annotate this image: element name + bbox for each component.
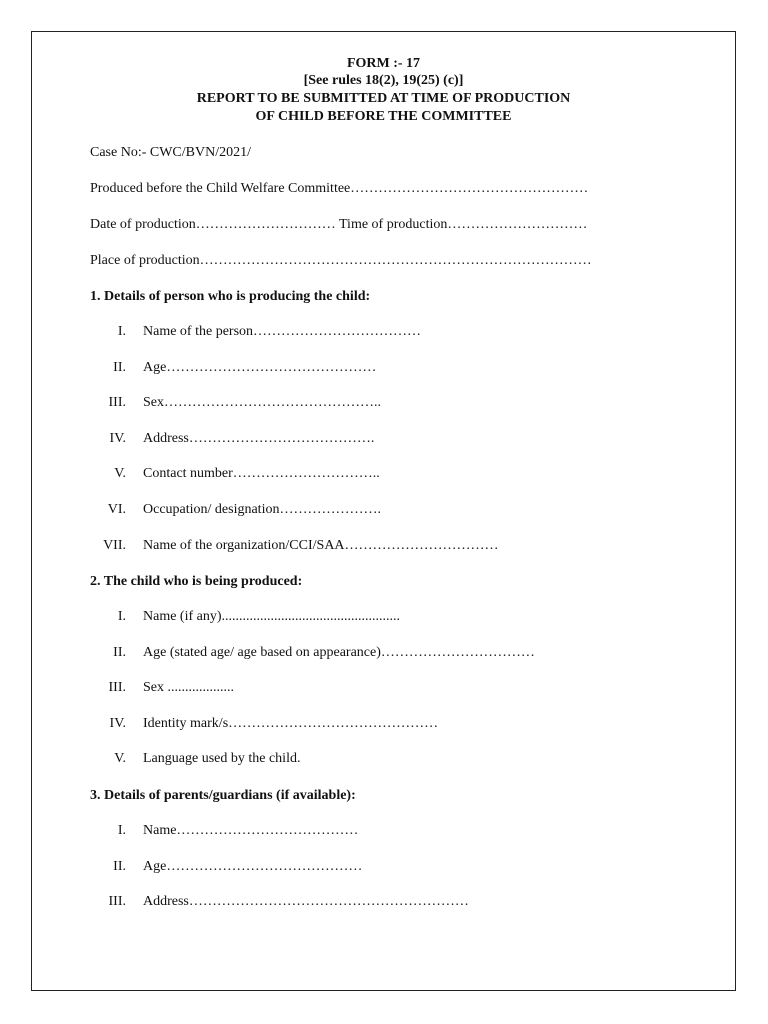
item-number: VI. — [107, 502, 126, 517]
item-number: V. — [114, 466, 126, 481]
item-text: Identity mark/s……………………………………… — [143, 716, 439, 731]
item-text: Occupation/ designation…………………. — [143, 502, 381, 517]
section-1-heading: 1. Details of person who is producing the child: — [90, 289, 371, 304]
item-text: Address…………………………………………………… — [143, 894, 469, 909]
item-number: III. — [108, 395, 126, 410]
item-number: VII. — [103, 538, 126, 553]
item-text: Name………………………………… — [143, 823, 359, 838]
section-2-heading: 2. The child who is being produced: — [90, 574, 303, 589]
item-number: II. — [113, 645, 126, 660]
item-number: I. — [117, 609, 126, 624]
item-number: I. — [117, 823, 126, 838]
item-text: Age (stated age/ age based on appearance)…………………………… — [143, 645, 535, 660]
item-text: Name of the person……………………………… — [143, 324, 422, 339]
report-heading-line-1: REPORT TO BE SUBMITTED AT TIME OF PRODUCTION — [196, 91, 571, 106]
item-text: Sex……………………………………….. — [143, 395, 381, 410]
place-of-production-field: Place of production………………………………………………………………………… — [90, 253, 592, 268]
item-number: II. — [113, 859, 126, 874]
item-number: I. — [117, 324, 126, 339]
form-title: FORM :- 17 — [346, 56, 421, 71]
item-text: Age…………………………………… — [143, 859, 363, 874]
produced-before-field: Produced before the Child Welfare Committee…………………………………………… — [90, 181, 589, 196]
date-time-of-production-field: Date of production………………………… Time of production………………………… — [90, 217, 588, 232]
item-number: IV. — [109, 431, 126, 446]
item-text: Language used by the child. — [143, 751, 301, 766]
item-text: Age……………………………………… — [143, 360, 377, 375]
form-rules: [See rules 18(2), 19(25) (c)] — [303, 73, 464, 88]
section-3-heading: 3. Details of parents/guardians (if available): — [90, 788, 356, 803]
item-number: IV. — [109, 716, 126, 731]
page-border — [31, 31, 736, 991]
item-text: Sex ................... — [143, 680, 234, 695]
item-text: Name of the organization/CCI/SAA…………………………… — [143, 538, 499, 553]
item-number: V. — [114, 751, 126, 766]
item-number: III. — [108, 680, 126, 695]
report-heading-line-2: OF CHILD BEFORE THE COMMITTEE — [255, 109, 512, 124]
case-number-field: Case No:- CWC/BVN/2021/ — [90, 145, 251, 160]
item-text: Name (if any)................................................... — [143, 609, 401, 624]
item-text: Address…………………………………. — [143, 431, 375, 446]
item-number: III. — [108, 894, 126, 909]
item-text: Contact number………………………….. — [143, 466, 380, 481]
item-number: II. — [113, 360, 126, 375]
